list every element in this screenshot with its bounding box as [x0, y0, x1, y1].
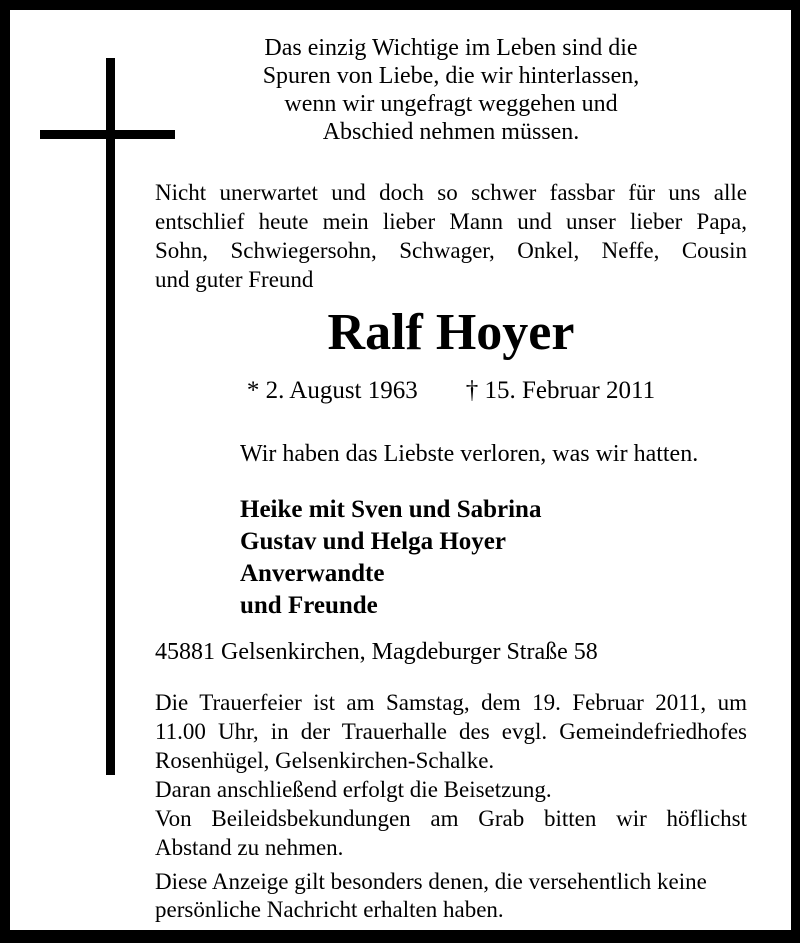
- intro-line: entschlief heute mein lieber Mann und unser lieber Papa,: [155, 209, 747, 234]
- condolence-note-line: Von Beileidsbekundungen am Grab bitten wir höflichst: [155, 806, 747, 831]
- deceased-name: Ralf Hoyer: [327, 304, 575, 361]
- mourner-line: Heike mit Sven und Sabrina: [240, 496, 542, 523]
- intro-line: und guter Freund: [155, 267, 314, 292]
- funeral-line: Rosenhügel, Gelsenkirchen-Schalke.: [155, 748, 495, 773]
- epigraph-line: Spuren von Liebe, die wir hinterlassen,: [262, 63, 640, 89]
- funeral-line: 11.00 Uhr, in der Trauerhalle des evgl. Gemeindefriedhofes: [155, 719, 747, 744]
- funeral-details: [155, 688, 747, 862]
- mourner-line: Anverwandte: [240, 560, 385, 587]
- closing-line: persönliche Nachricht erhalten haben.: [155, 897, 504, 922]
- closing-note: [155, 868, 747, 924]
- death-date: † 15. Februar 2011: [465, 377, 656, 404]
- closing-line: Diese Anzeige gilt besonders denen, die versehentlich keine: [155, 869, 707, 894]
- mourners-list: [240, 494, 747, 622]
- epigraph-line: Abschied nehmen müssen.: [322, 119, 580, 145]
- mourner-line: und Freunde: [240, 592, 378, 619]
- epigraph-line: wenn wir ungefragt weggehen und: [284, 91, 618, 117]
- epigraph: [155, 34, 747, 146]
- funeral-line: Die Trauerfeier ist am Samstag, dem 19. Februar 2011, um: [155, 690, 747, 715]
- intro-line: Nicht unerwartet und doch so schwer fassbar für uns alle: [155, 180, 747, 205]
- address-line: 45881 Gelsenkirchen, Magdeburger Straße 58: [155, 639, 598, 665]
- condolence-note-line: Abstand zu nehmen.: [155, 835, 344, 860]
- cross-vertical-bar-icon: [106, 58, 115, 775]
- intro-paragraph: [155, 178, 747, 294]
- mourner-line: Gustav und Helga Hoyer: [240, 528, 506, 555]
- birth-date: * 2. August 1963: [246, 377, 418, 404]
- intro-line: Sohn, Schwiegersohn, Schwager, Onkel, Neffe, Cousin: [155, 238, 747, 263]
- notice-text-column: [155, 10, 747, 924]
- loss-line: Wir haben das Liebste verloren, was wir hatten.: [240, 441, 699, 467]
- epigraph-line: Das einzig Wichtige im Leben sind die: [264, 35, 638, 61]
- burial-note: Daran anschließend erfolgt die Beisetzung.: [155, 777, 552, 802]
- life-dates: [155, 376, 747, 406]
